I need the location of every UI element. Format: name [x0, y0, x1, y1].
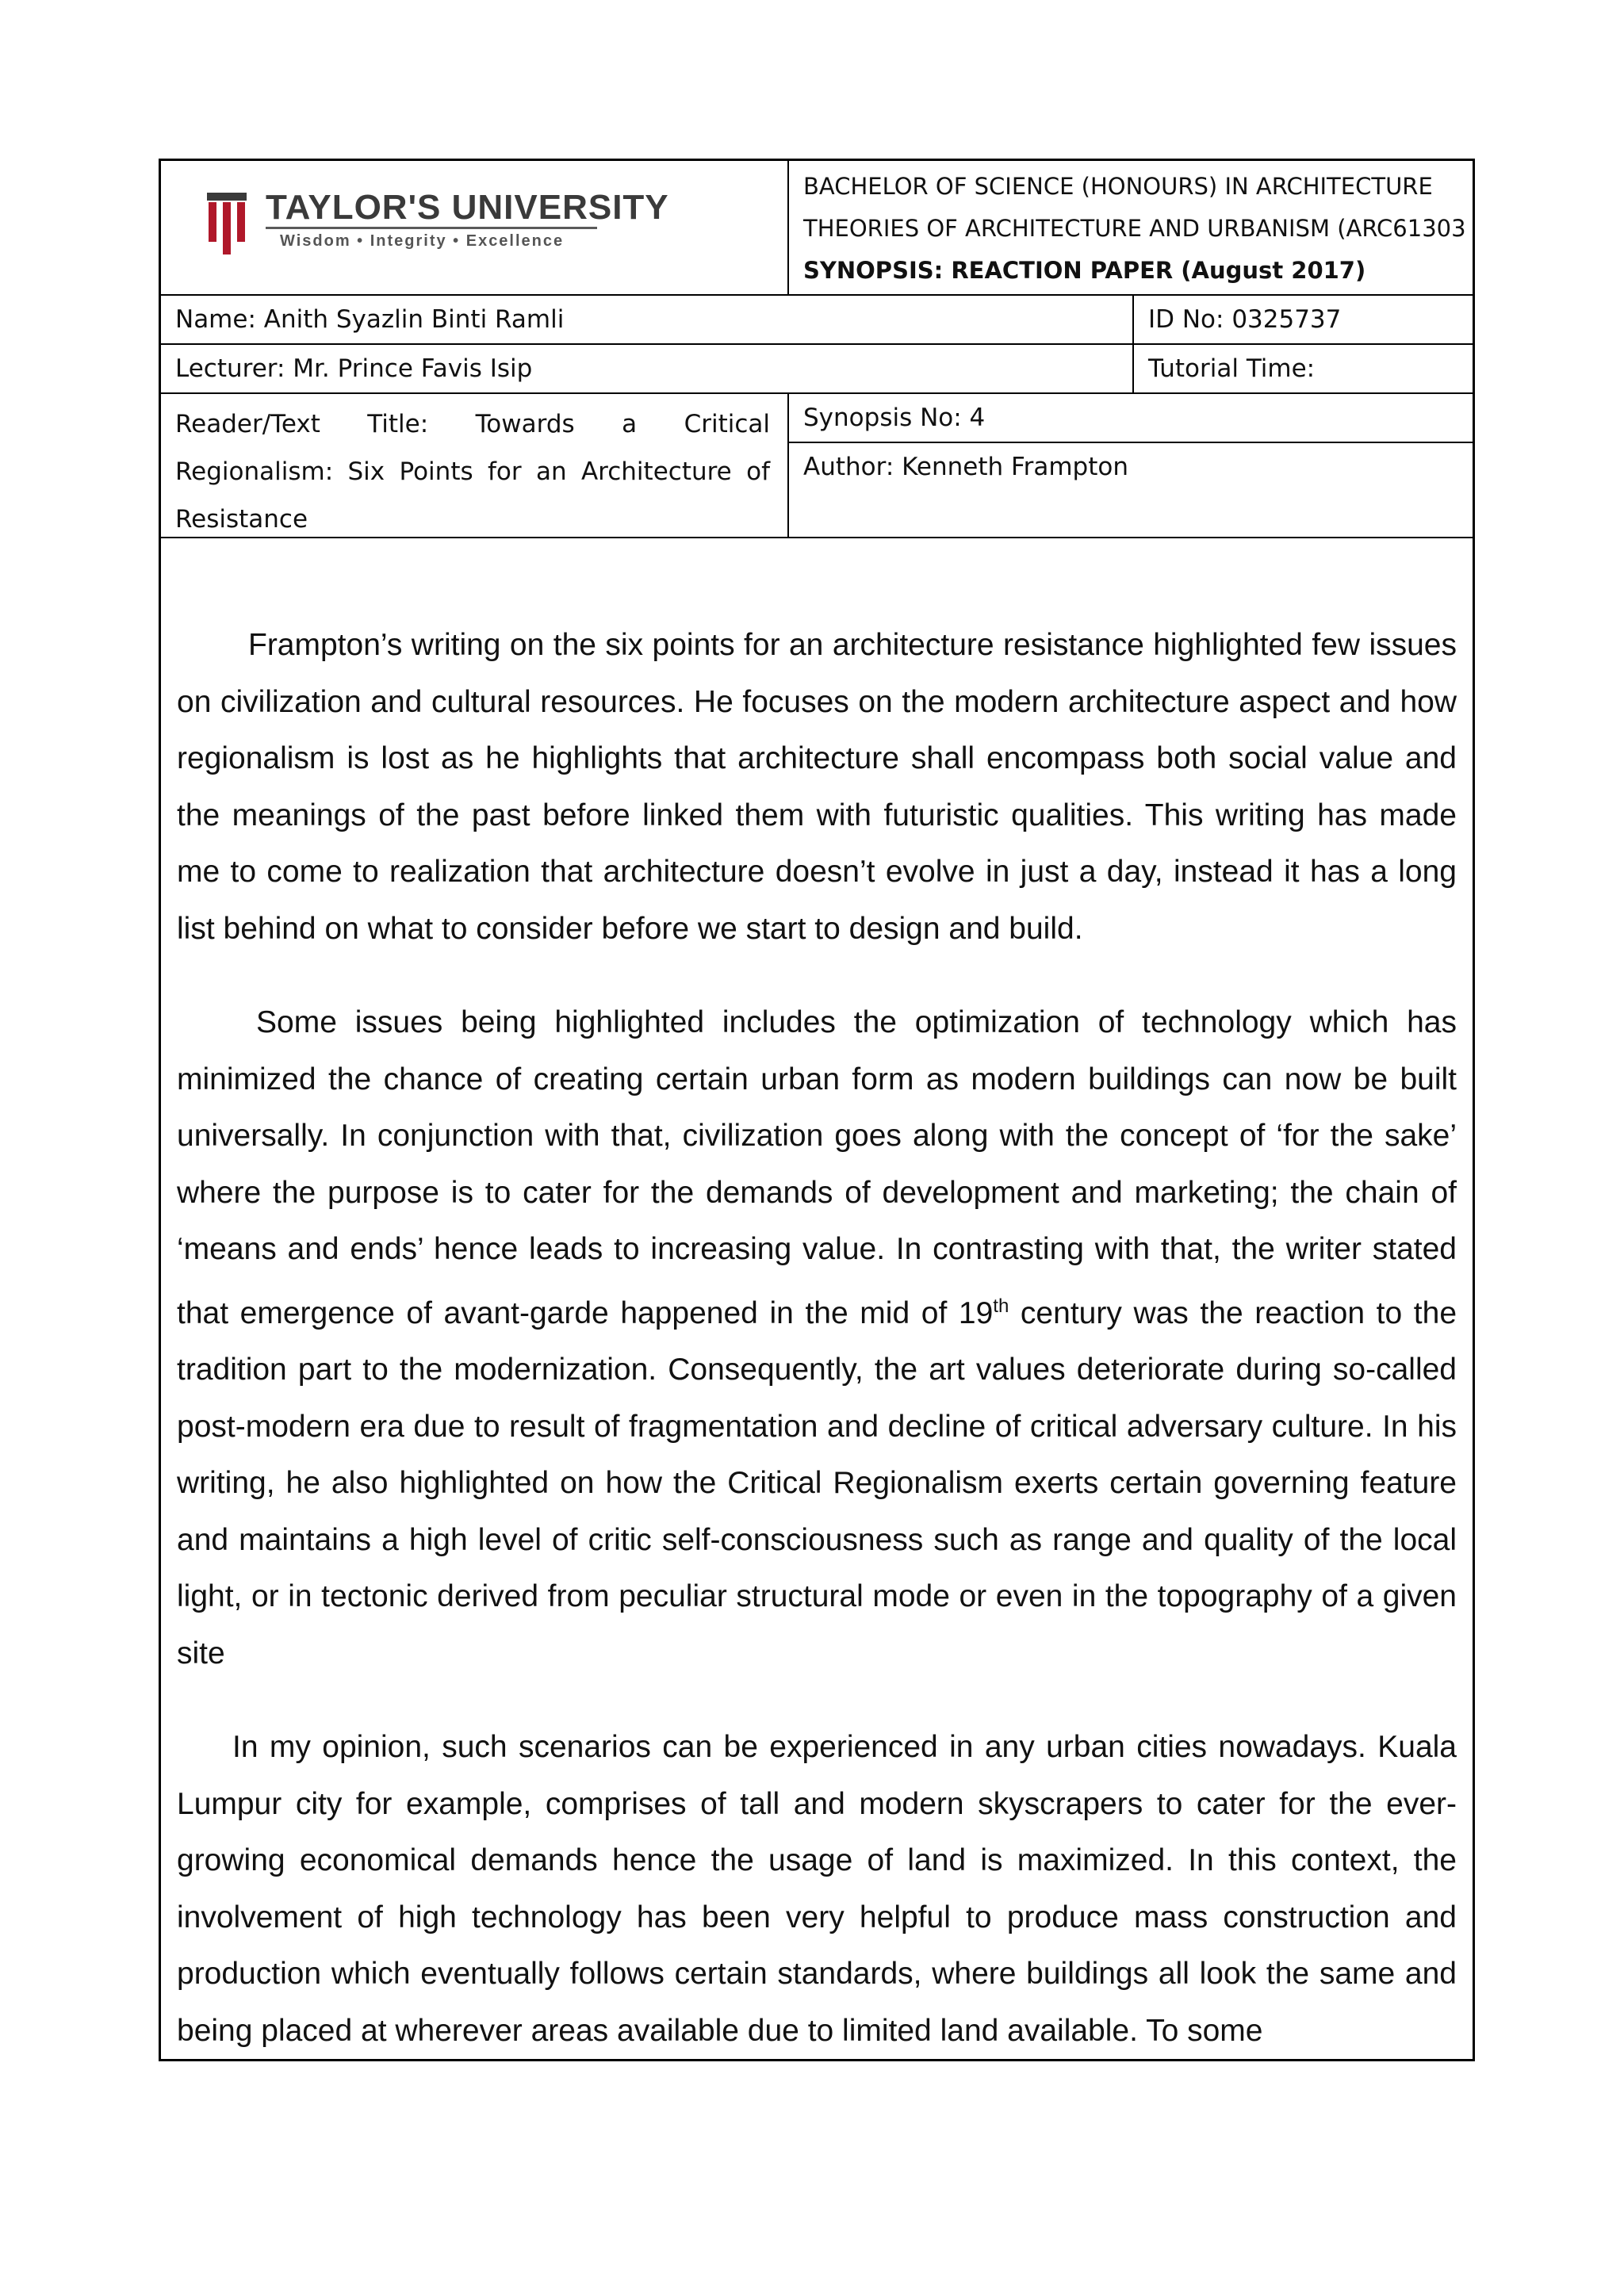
reader-title-line: Regionalism: Six Points for an Architecture of	[175, 457, 770, 486]
synopsis-info	[787, 394, 1473, 537]
university-crest-icon	[207, 193, 247, 254]
university-tagline: Wisdom • Integrity • Excellence	[280, 232, 565, 250]
lecturer-name: Lecturer: Mr. Prince Favis Isip	[175, 354, 533, 383]
name-row	[161, 296, 1473, 345]
body-paragraph: In my opinion, such scenarios can be experienced in any urban cities nowadays. Kuala Lumpur city for example, comprises of tall and modern skyscrapers to cater for the ever-growing economical demands hence the usage of land is maximized. In this context, the involvement of high technology has been very helpful to produce mass construction and production which eventually follows certain standards, where buildings all look the same and being placed at wherever areas available due to limited land available. To some	[177, 1730, 1457, 2048]
header-row	[161, 161, 1473, 296]
reader-title-line: Resistance	[175, 505, 308, 534]
module-title: THEORIES OF ARCHITECTURE AND URBANISM (ARC61303	[803, 215, 1466, 242]
ordinal-suffix: th	[993, 1295, 1009, 1317]
university-logo	[161, 161, 787, 294]
lecturer-row	[161, 345, 1473, 394]
logo-divider	[266, 227, 597, 229]
student-name: Name: Anith Syazlin Binti Ramli	[175, 305, 565, 334]
synopsis-number: Synopsis No: 4	[789, 394, 1473, 443]
reader-row	[161, 394, 1473, 538]
programme-title: BACHELOR OF SCIENCE (HONOURS) IN ARCHITECTURE	[803, 173, 1433, 200]
synopsis-document	[159, 159, 1475, 2061]
reaction-body	[177, 617, 1457, 2059]
student-id: ID No: 0325737	[1132, 296, 1473, 343]
author-name: Author: Kenneth Frampton	[803, 453, 1128, 481]
reader-title-line: Reader/Text Title: Towards a Critical	[175, 410, 770, 438]
body-paragraph	[177, 994, 1457, 1682]
paragraph-text: Some issues being highlighted includes the optimization of technology which has minimized the chance of creating certain urban form as modern buildings can now be built universally. In conjunction with that, civilization goes along with the concept of ‘for the sake’ where the purpose is to cater for the demands of development and marketing; the chain of ‘means and ends’ hence leads to increasing value. In contrasting with that, the writer stated that emergence of avant-garde happened in the mid of 19	[177, 1005, 1457, 1330]
paragraph-text: century was the reaction to the tradition part to the modernization. Consequently, the art values deteriorate during so-called post-modern era due to result of fragmentation and decline of critical adversary culture. In his writing, he also highlighted on how the Critical Regionalism exerts certain governing feature and maintains a high level of critic self-consciousness such as range and quality of the local light, or in tectonic derived from peculiar structural mode or even in the topography of a given site	[177, 1295, 1457, 1670]
tutorial-time: Tutorial Time:	[1132, 345, 1473, 392]
university-name: TAYLOR'S UNIVERSITY	[266, 188, 669, 227]
course-info	[787, 161, 1473, 294]
body-paragraph: Frampton’s writing on the six points for an architecture resistance highlighted few issues on civilization and cultural resources. He focuses on the modern architecture aspect and how regionalism is lost as he highlights that architecture shall encompass both social value and the meanings of the past before linked them with futuristic qualities. This writing has made me to come to realization that architecture doesn’t evolve in just a day, instead it has a long list behind on what to consider before we start to design and build.	[177, 628, 1457, 946]
reader-text-title	[161, 394, 787, 537]
assignment-title: SYNOPSIS: REACTION PAPER (August 2017)	[803, 257, 1366, 284]
